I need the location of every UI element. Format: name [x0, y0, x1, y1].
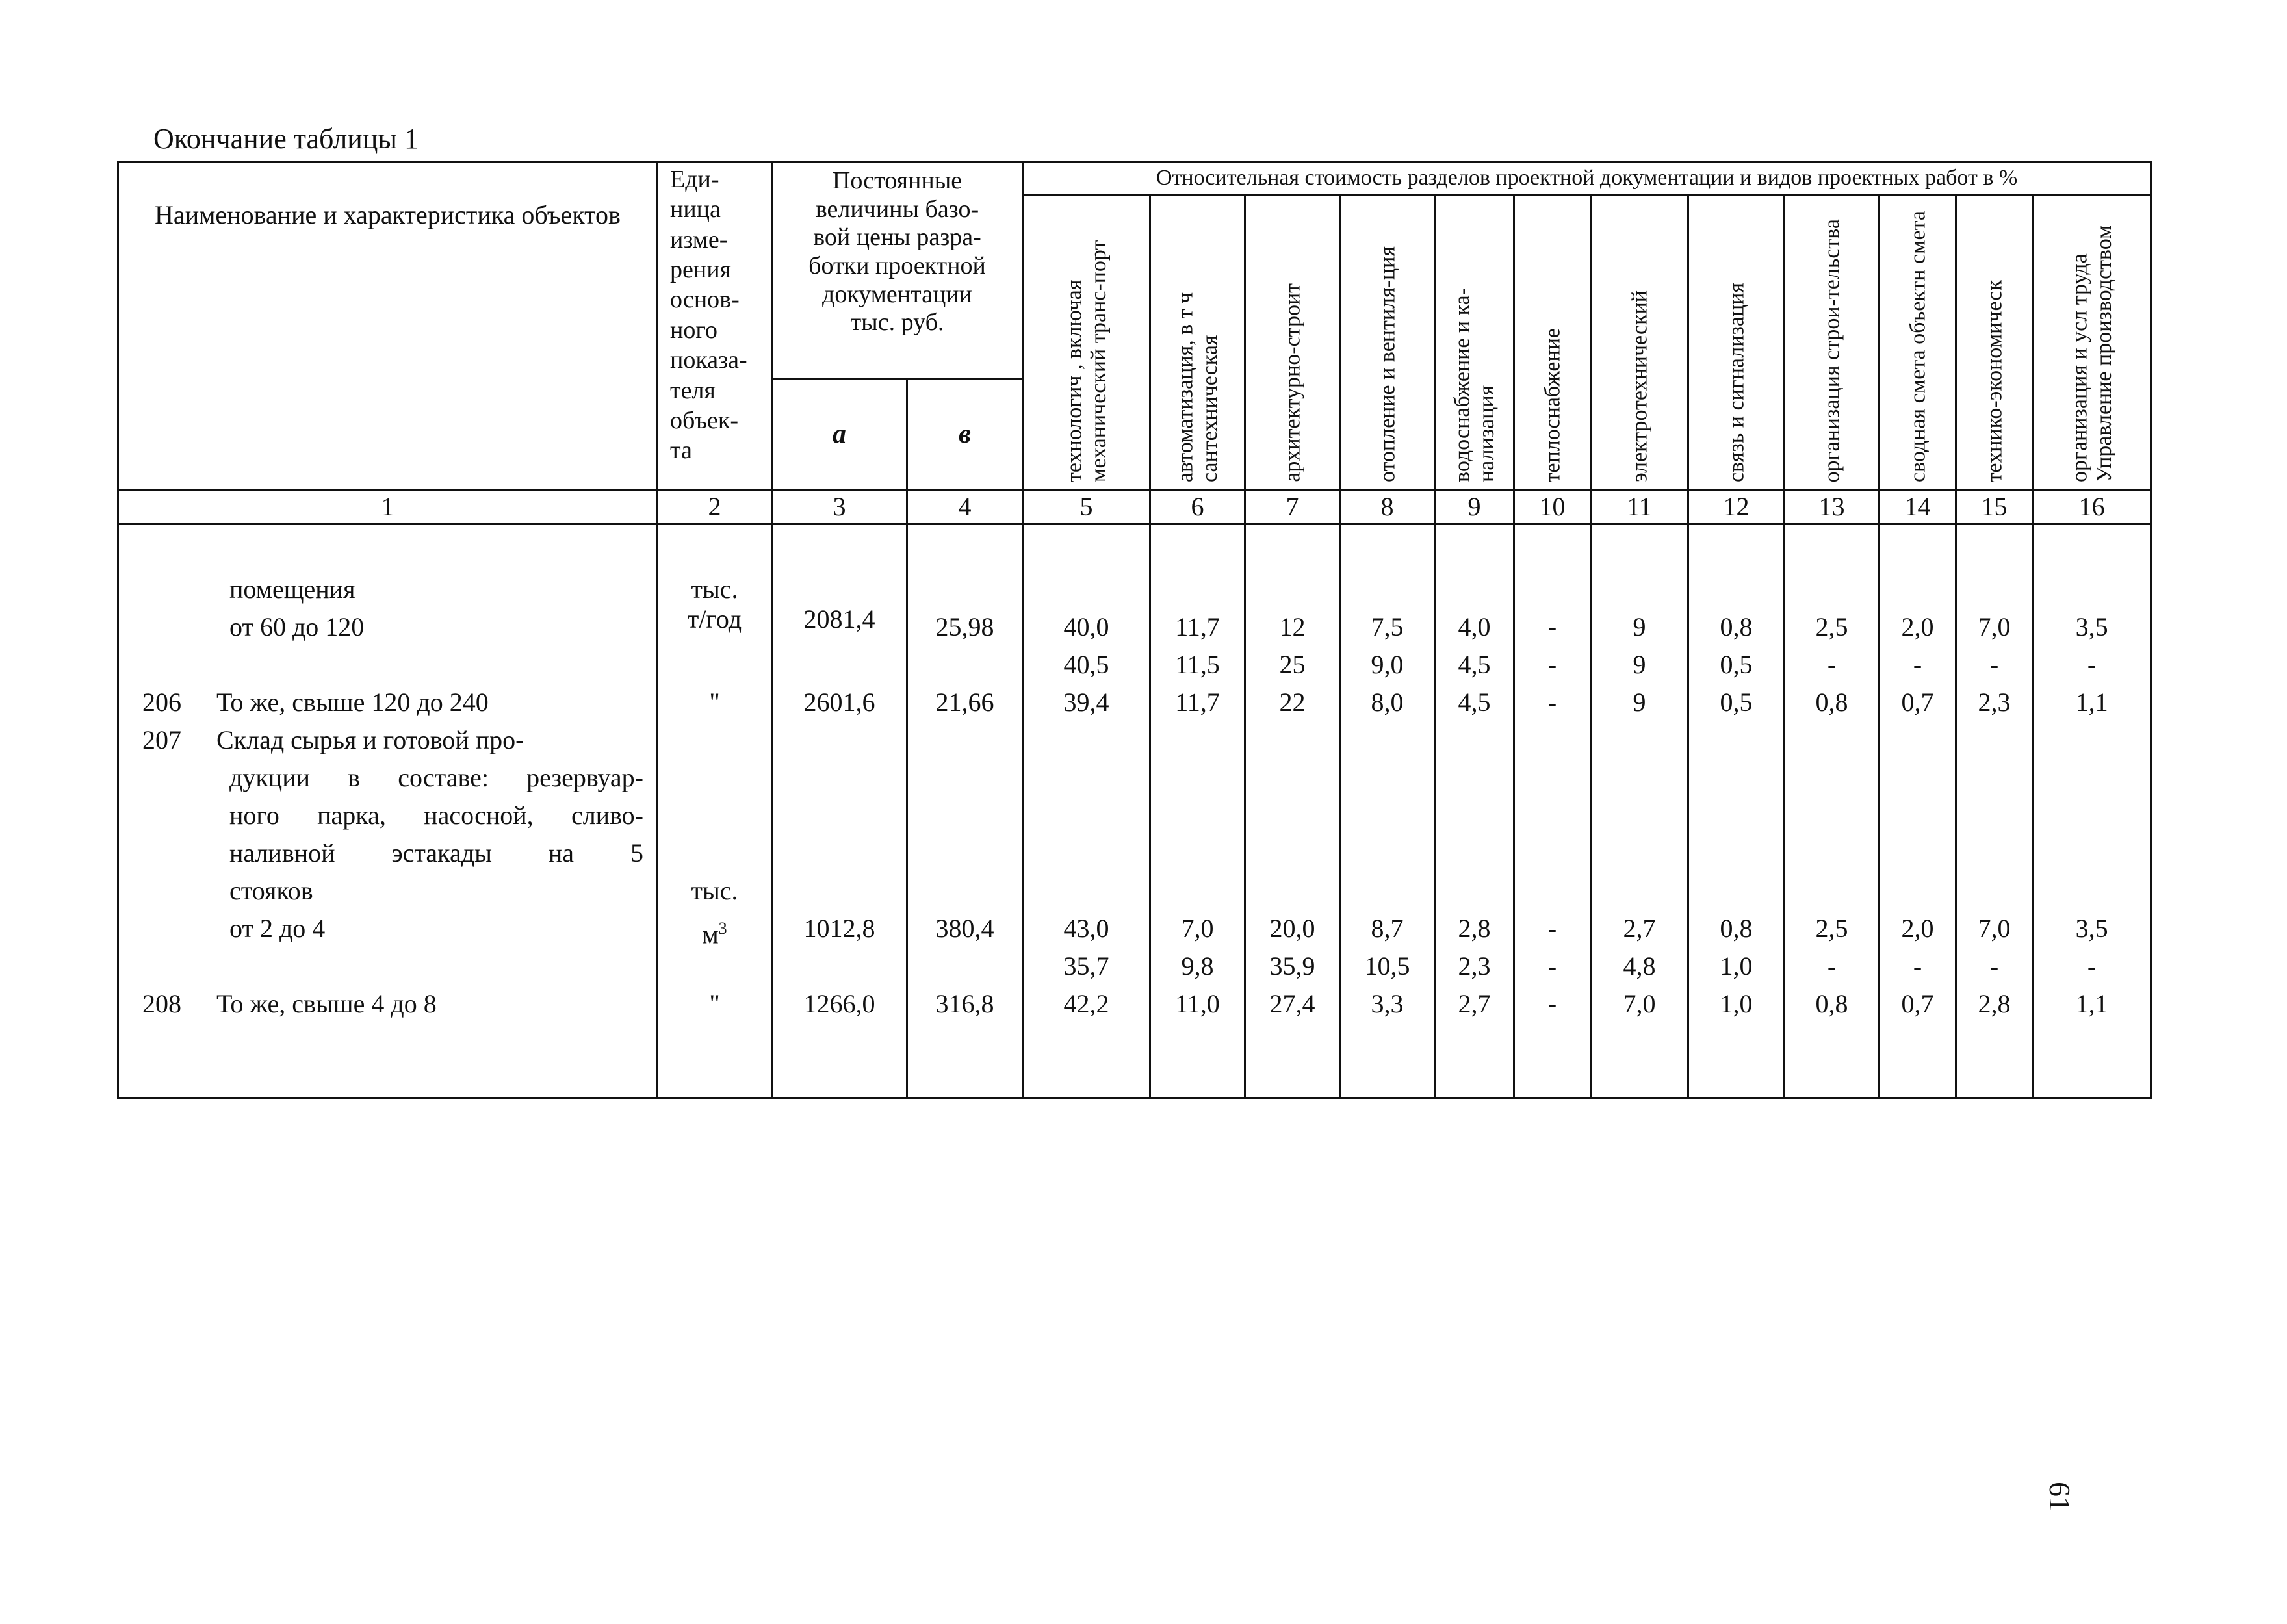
rel-value: 8,0 [1371, 688, 1404, 717]
rel-value: 0,7 [1901, 688, 1934, 717]
rel-value: 0,7 [1901, 989, 1934, 1018]
col-number: 2 [658, 490, 772, 524]
rel-value: 20,0 [1269, 914, 1315, 943]
rel-value: 2,8 [1978, 989, 2011, 1018]
rel-value: - [2087, 951, 2097, 981]
col-number: 14 [1880, 490, 1956, 524]
col-number: 16 [2033, 490, 2151, 524]
rel-value: 10,5 [1364, 951, 1410, 981]
rel-value: 35,7 [1063, 951, 1109, 981]
rel-value: 0,8 [1720, 612, 1753, 641]
body-col-11 [1591, 524, 1688, 1098]
cost-table [117, 161, 2152, 1099]
col-number: 12 [1688, 490, 1785, 524]
header-col-7: архитектурно-строит [1245, 196, 1340, 490]
body-col-16 [2033, 524, 2151, 1098]
header-col-13: организация строи-тельства [1785, 196, 1880, 490]
col-number: 6 [1150, 490, 1245, 524]
rel-value: 11,5 [1175, 650, 1220, 679]
rel-value: 4,5 [1458, 650, 1491, 679]
rel-value: 11,0 [1175, 989, 1220, 1018]
row-name-line: ного парка, насосной, сливо- [229, 801, 643, 830]
rel-value: - [1913, 650, 1922, 679]
col-number: 1 [118, 490, 658, 524]
body-col-13 [1785, 524, 1880, 1098]
row-name-line: дукции в составе: резервуар- [229, 763, 643, 792]
col-number: 3 [772, 490, 907, 524]
rel-value: 42,2 [1063, 989, 1109, 1018]
rel-value: 2,7 [1458, 989, 1491, 1018]
col-number: 5 [1023, 490, 1150, 524]
row-name-line: от 2 до 4 [229, 914, 326, 943]
header-col-8: отопление и вентиля-ция [1340, 196, 1435, 490]
rel-value: 12 [1279, 612, 1306, 641]
row-name-line: от 60 до 120 [229, 612, 365, 641]
rel-value: - [1989, 951, 1999, 981]
row-name-line: То же, свыше 4 до 8 [216, 989, 437, 1018]
rel-value: 2,7 [1623, 914, 1656, 943]
rel-value: 2,0 [1901, 914, 1934, 943]
header-col-16: организация и усл труда Управление производством [2033, 196, 2151, 490]
header-col-10: теплоснабжение [1514, 196, 1591, 490]
rel-value: 35,9 [1269, 951, 1315, 981]
rel-value: 8,7 [1371, 914, 1404, 943]
body-col-8 [1340, 524, 1435, 1098]
col-number: 13 [1785, 490, 1880, 524]
body-col-7 [1245, 524, 1340, 1098]
rel-value: 0,8 [1815, 989, 1848, 1018]
rel-value: 2,3 [1978, 688, 2011, 717]
rel-value: 9 [1633, 650, 1646, 679]
header-col-6: автоматизация, в т ч сантехническая [1150, 196, 1245, 490]
header-name: Наименование и характеристика объектов [118, 162, 658, 490]
rel-value: 43,0 [1063, 914, 1109, 943]
row-name-line: помещения [229, 574, 355, 604]
rel-value: 2,8 [1458, 914, 1491, 943]
rel-value: 1,0 [1720, 951, 1753, 981]
rel-value: - [1547, 612, 1557, 641]
header-col-11: электротехнический [1591, 196, 1688, 490]
header-col-12: связь и сигнализация [1688, 196, 1785, 490]
rel-value: 7,0 [1978, 612, 2011, 641]
header-col-9: водоснабжение и ка-нализация [1435, 196, 1514, 490]
rel-value: 7,5 [1371, 612, 1404, 641]
table-caption: Окончание таблицы 1 [153, 123, 419, 155]
header-relative-group: Относительная стоимость разделов проектной документации и видов проектных работ в % [1023, 162, 2151, 196]
row-number: 207 [142, 725, 181, 754]
col-number: 10 [1514, 490, 1591, 524]
rel-value: 0,8 [1815, 688, 1848, 717]
rel-value: 3,5 [2075, 612, 2108, 641]
header-col-15: технико-экономическ [1956, 196, 2033, 490]
rel-value: 9 [1633, 612, 1646, 641]
rel-value: 27,4 [1269, 989, 1315, 1018]
header-col-14: сводная смета объектн смета [1880, 196, 1956, 490]
rel-value: 1,0 [1720, 989, 1753, 1018]
rel-value: 0,5 [1720, 650, 1753, 679]
rel-value: - [1913, 951, 1922, 981]
rel-value: 3,5 [2075, 914, 2108, 943]
rel-value: - [1547, 989, 1557, 1018]
rel-value: - [1547, 650, 1557, 679]
rel-value: 2,5 [1815, 914, 1848, 943]
rel-value: 22 [1279, 688, 1306, 717]
header-base-price: Постоянные величины базо- вой цены разра- ботки проектной документации тыс. руб. [772, 162, 1023, 379]
rel-value: 11,7 [1175, 612, 1220, 641]
rel-value: 7,0 [1623, 989, 1656, 1018]
body-col-unit: тыс. т/год " тыс. $м^3$ " [658, 524, 772, 1098]
rel-value: 9 [1633, 688, 1646, 717]
rel-value: 11,7 [1175, 688, 1220, 717]
rel-value: 39,4 [1063, 688, 1109, 717]
body-col-a: 2081,4 2601,6 1012,8 1266,0 [772, 524, 907, 1098]
rel-value: - [2087, 650, 2097, 679]
body-col-12 [1688, 524, 1785, 1098]
rel-value: 9,8 [1181, 951, 1214, 981]
row-name-line: наливной эстакады на 5 [229, 838, 643, 868]
row-name-line: Склад сырья и готовой про- [216, 725, 524, 754]
row-number: 206 [142, 688, 181, 717]
rel-value: 2,5 [1815, 612, 1848, 641]
row-name-line: стояков [229, 876, 313, 905]
rel-value: 1,1 [2075, 989, 2108, 1018]
rel-value: 0,8 [1720, 914, 1753, 943]
col-number: 11 [1591, 490, 1688, 524]
body-col-15 [1956, 524, 2033, 1098]
rel-value: 40,0 [1063, 612, 1109, 641]
rel-value: 0,5 [1720, 688, 1753, 717]
rel-value: - [1547, 914, 1557, 943]
row-name-line: То же, свыше 120 до 240 [216, 688, 489, 717]
rel-value: 2,0 [1901, 612, 1934, 641]
body-col-9 [1435, 524, 1514, 1098]
body-col-10 [1514, 524, 1591, 1098]
rel-value: 3,3 [1371, 989, 1404, 1018]
page-number: 61 [2043, 1482, 2076, 1512]
rel-value: 7,0 [1978, 914, 2011, 943]
rel-value: 4,8 [1623, 951, 1656, 981]
header-sub-b: в [907, 379, 1023, 490]
row-number: 208 [142, 989, 181, 1018]
rel-value: 9,0 [1371, 650, 1404, 679]
header-col-5: технологич , включая механический транс-порт [1023, 196, 1150, 490]
body-col-6 [1150, 524, 1245, 1098]
col-number: 8 [1340, 490, 1435, 524]
header-unit: Еди- ница изме- рения основ- ного показа- теля объек- та [658, 162, 772, 490]
rel-value: - [1989, 650, 1999, 679]
col-number: 4 [907, 490, 1023, 524]
col-number: 7 [1245, 490, 1340, 524]
rel-value: - [1827, 951, 1837, 981]
rel-value: 25 [1279, 650, 1306, 679]
col-number: 9 [1435, 490, 1514, 524]
header-sub-a: а [772, 379, 907, 490]
col-number: 15 [1956, 490, 2033, 524]
rel-value: 2,3 [1458, 951, 1491, 981]
rel-value: 4,5 [1458, 688, 1491, 717]
rel-value: - [1547, 688, 1557, 717]
body-col-b: 25,98 21,66 380,4 316,8 [907, 524, 1023, 1098]
rel-value: 7,0 [1181, 914, 1214, 943]
rel-value: 1,1 [2075, 688, 2108, 717]
rel-value: - [1827, 650, 1837, 679]
body-col-14 [1880, 524, 1956, 1098]
column-number-row [118, 490, 2151, 524]
table-body-row [118, 524, 2151, 1098]
rel-value: - [1547, 951, 1557, 981]
body-col-5 [1023, 524, 1150, 1098]
body-col-name [118, 524, 658, 1098]
rel-value: 4,0 [1458, 612, 1491, 641]
rel-value: 40,5 [1063, 650, 1109, 679]
